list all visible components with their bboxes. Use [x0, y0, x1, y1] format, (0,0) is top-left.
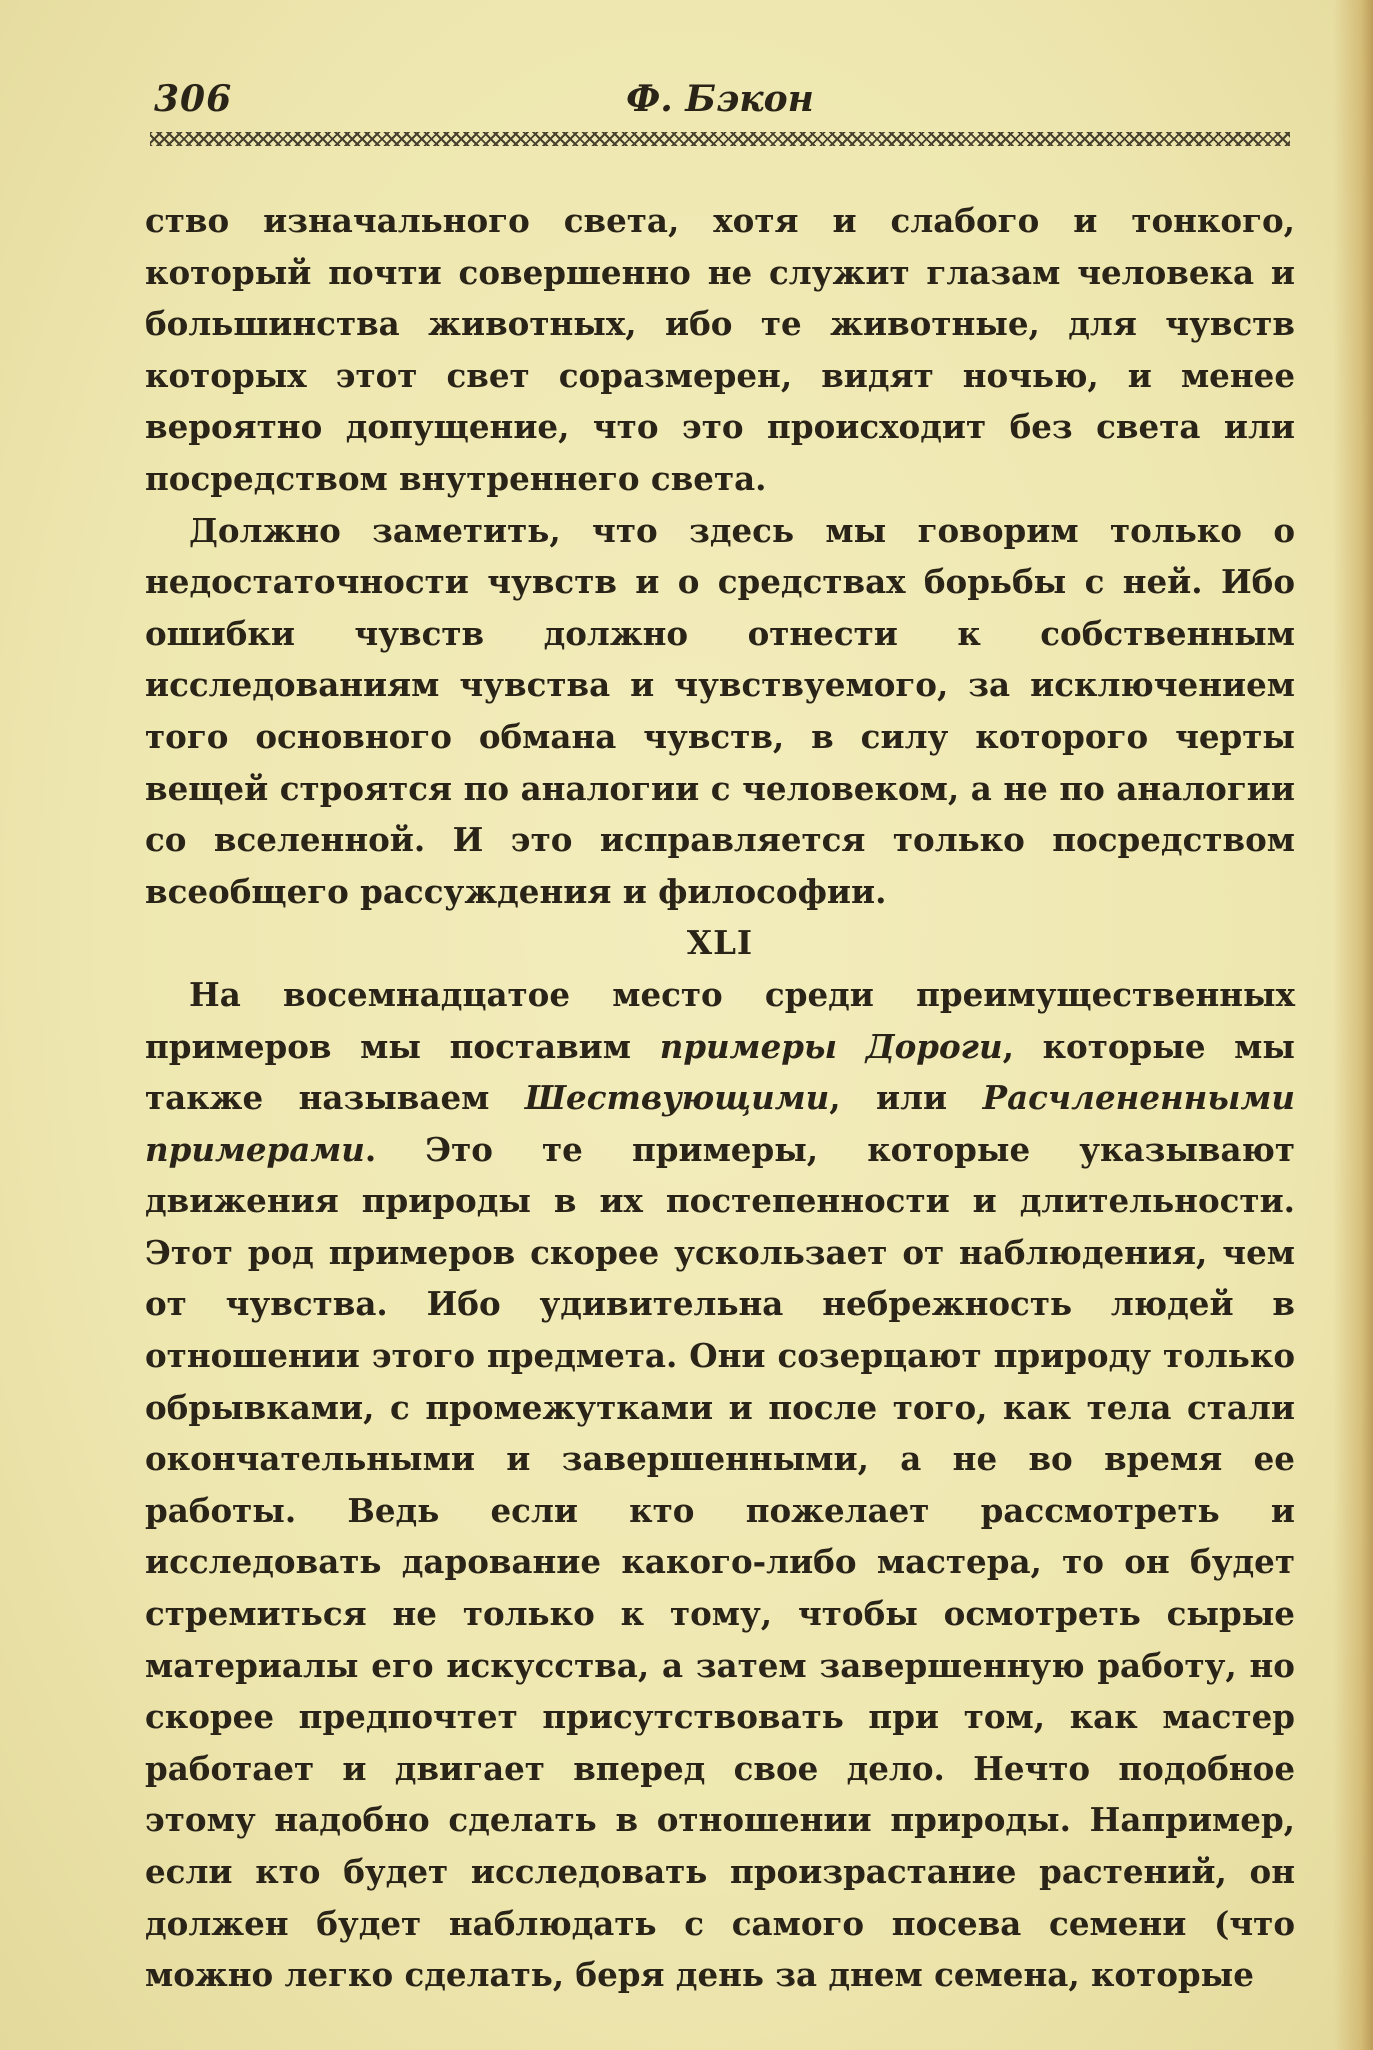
- paragraph-3-part-2: , которые мы также называем: [145, 1026, 1295, 1118]
- paragraph-3-part-1: На восемнадцатое место среди преимущественных примеров мы поставим: [145, 974, 1295, 1066]
- page-number: 306: [154, 78, 233, 120]
- page-header: [150, 78, 1290, 128]
- running-head: Ф. Бэкон: [626, 78, 814, 120]
- paragraph-3-part-3: , или: [829, 1078, 983, 1118]
- page-edge-shadow: [1333, 0, 1373, 2050]
- body-text: [145, 195, 1295, 2001]
- paragraph-3: [145, 969, 1295, 2001]
- paragraph-3-italic-2: Шествующими: [524, 1078, 830, 1118]
- section-heading: XLI: [686, 923, 754, 963]
- decorative-rule: [150, 132, 1290, 146]
- paragraph-1: ство изначального света, хотя и слабого и тонкого, который почти совершенно не служит глазам человека и большинства животных, ибо те животные, для чувств которых этот свет соразмерен, видят ночью, и менее вероятно допущение, что это происходит без света или посредством внутреннего света.: [145, 201, 1295, 498]
- paragraph-3-italic-3: Расчлененными примерами: [145, 1078, 1295, 1169]
- paragraph-3-part-4: . Это те примеры, которые указывают движения природы в их постепенности и длительности. Этот род примеров скорее ускользает от наблюдения, чем от чувства. Ибо удивительна небрежность людей в отношении этого предмета. Они созерцают природу только обрывками, с промежутками и после того, как тела стали окончательными и завершенными, а не во время ее работы. Ведь если кто пожелает рассмотреть и исследовать дарование какого-либо мастера, то он будет стремиться не только к тому, чтобы осмотреть сырые материалы его искусства, а затем завершенную работу, но скорее предпочтет присутствовать при том, как мастер работает и двигает вперед свое дело. Нечто подобное этому надобно сделать в отношении природы. Например, если кто будет исследовать произрастание растений, он должен будет наблюдать с самого посева семени (что можно легко сделать, беря день за днем семена, которые: [145, 1129, 1295, 1995]
- paragraph-2: Должно заметить, что здесь мы говорим только о недостаточности чувств и о средствах борьбы с ней. Ибо ошибки чувств должно отнести к собственным исследованиям чувства и чувствуемого, за исключением того основного обмана чувств, в силу которого черты вещей строятся по аналогии с человеком, а не по аналогии со вселенной. И это исправляется только посредством всеобщего рассуждения и философии.: [145, 510, 1295, 911]
- paragraph-3-italic-1: примеры Дороги: [659, 1026, 1003, 1066]
